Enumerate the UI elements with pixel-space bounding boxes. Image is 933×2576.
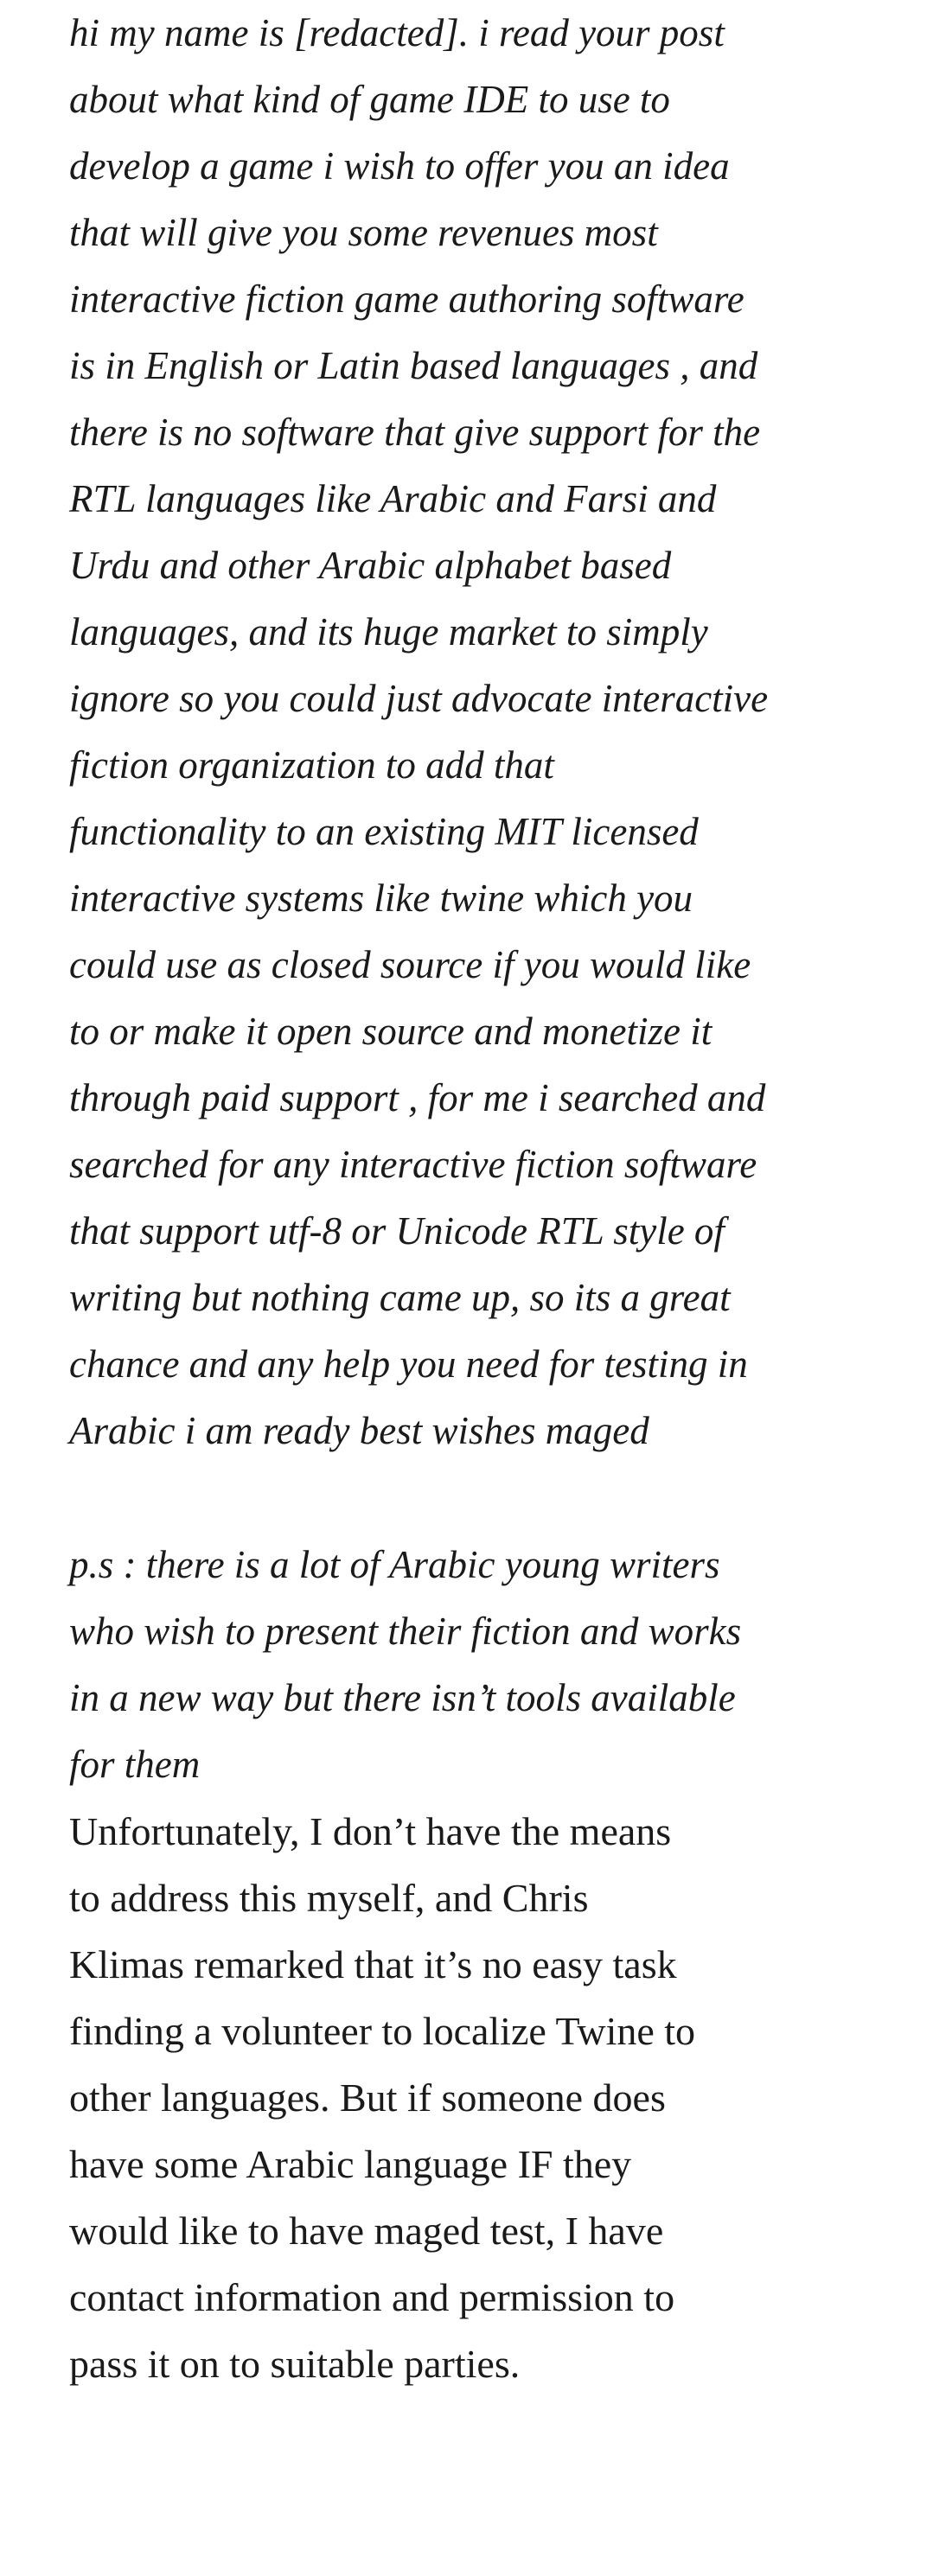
reply-line: finding a volunteer to localize Twine to (69, 2009, 696, 2053)
quote-line: develop a game i wish to offer you an idea (69, 144, 730, 188)
quote-line: RTL languages like Arabic and Farsi and (69, 477, 717, 520)
reply-line: would like to have maged test, I have (69, 2209, 664, 2253)
postscript-line: in a new way but there isn’t tools available (69, 1676, 736, 1719)
quote-line: searched for any interactive fiction software (69, 1143, 757, 1186)
quote-line: languages, and its huge market to simply (69, 610, 708, 654)
quote-line: interactive fiction game authoring software (69, 277, 744, 321)
reply-line: contact information and permission to (69, 2275, 675, 2319)
quote-line: through paid support , for me i searched and (69, 1076, 766, 1119)
quote-line: that support utf-8 or Unicode RTL style of (69, 1209, 725, 1253)
postscript-line: p.s : there is a lot of Arabic young writers (69, 1543, 720, 1586)
quote-line: there is no software that give support for the (69, 411, 761, 454)
reply-line: Klimas remarked that it’s no easy task (69, 1942, 677, 1986)
quote-line: chance and any help you need for testing in (69, 1342, 748, 1386)
quote-line: could use as closed source if you would like (69, 943, 751, 986)
quote-line: hi my name is [redacted]. i read your post (69, 11, 725, 54)
reply-line: to address this myself, and Chris (69, 1876, 589, 1920)
postscript-line: for them (69, 1743, 201, 1786)
quote-line: to or make it open source and monetize it (69, 1010, 713, 1053)
quote-line: interactive systems like twine which you (69, 877, 693, 920)
article-body (69, 0, 917, 2397)
reply-line: pass it on to suitable parties. (69, 2342, 521, 2386)
postscript-paragraph (69, 1532, 917, 1798)
quote-line: ignore so you could just advocate interactive (69, 677, 769, 720)
quote-line: that will give you some revenues most (69, 211, 658, 254)
quoted-message (69, 0, 917, 1798)
reply-line: Unfortunately, I don’t have the means (69, 1809, 672, 1853)
quote-line: fiction organization to add that (69, 743, 554, 787)
quoted-message-paragraph (69, 0, 917, 1464)
quote-line: is in English or Latin based languages , and (69, 344, 758, 387)
reply-line: have some Arabic language IF they (69, 2142, 632, 2186)
reply-line: other languages. But if someone does (69, 2075, 666, 2120)
quote-line: Arabic i am ready best wishes maged (69, 1409, 649, 1452)
reply-paragraph (69, 1798, 917, 2397)
quote-line: functionality to an existing MIT licensed (69, 810, 699, 853)
postscript-line: who wish to present their fiction and works (69, 1610, 742, 1653)
quote-line: writing but nothing came up, so its a great (69, 1276, 731, 1319)
quote-line: about what kind of game IDE to use to (69, 78, 670, 121)
quote-line: Urdu and other Arabic alphabet based (69, 544, 672, 587)
